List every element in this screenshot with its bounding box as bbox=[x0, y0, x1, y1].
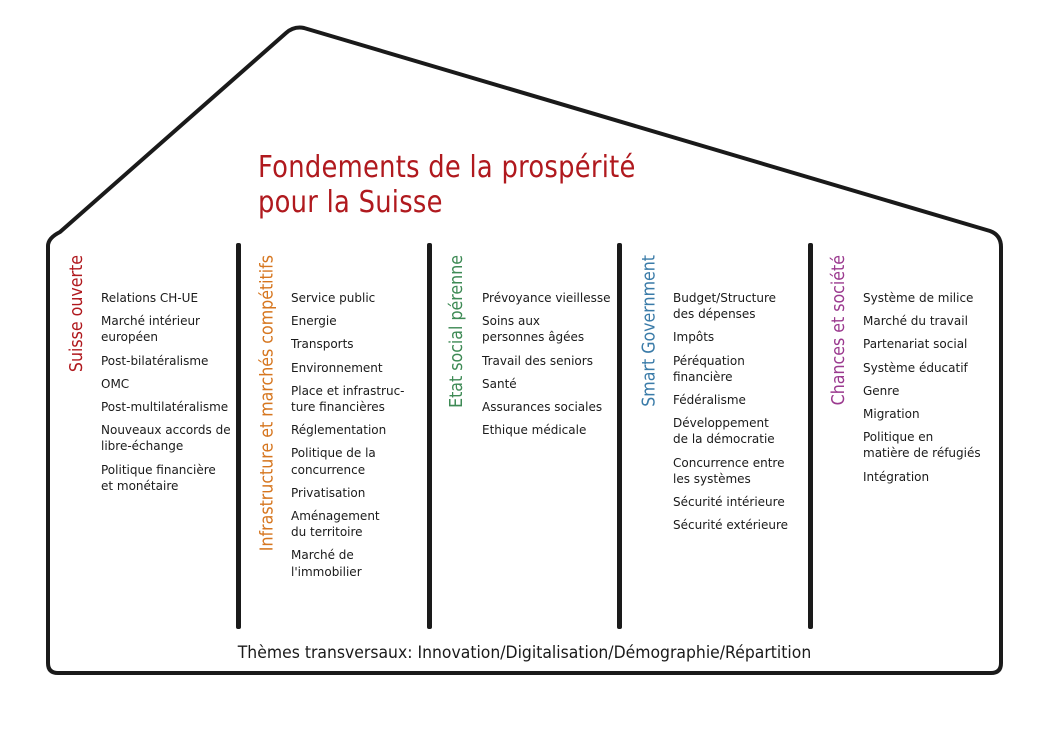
list-item bbox=[863, 406, 981, 422]
list-item bbox=[291, 290, 405, 306]
list-item-line: Privatisation bbox=[291, 485, 366, 500]
list-item-line: Santé bbox=[482, 376, 517, 391]
list-item-line: Système éducatif bbox=[863, 360, 968, 375]
list-item bbox=[291, 383, 405, 415]
list-item-line: Place et infrastruc- bbox=[291, 383, 405, 398]
column-title-text: Chances et société bbox=[828, 255, 849, 406]
title-line-2: pour la Suisse bbox=[258, 185, 443, 220]
title-line-1: Fondements de la prospérité bbox=[258, 150, 636, 185]
list-item bbox=[101, 462, 231, 494]
list-item-line: Développement bbox=[673, 416, 769, 431]
list-item bbox=[863, 290, 981, 306]
list-item bbox=[291, 445, 405, 477]
list-item-line: Environnement bbox=[291, 360, 383, 375]
list-item bbox=[482, 290, 610, 306]
pillar-divider bbox=[427, 243, 432, 629]
diagram-title bbox=[258, 150, 636, 220]
list-item bbox=[863, 360, 981, 376]
list-item-line: ture financières bbox=[291, 400, 385, 415]
list-item bbox=[291, 508, 405, 540]
list-item-line: Post-bilatéralisme bbox=[101, 353, 209, 368]
column-list-suisse-ouverte bbox=[101, 290, 231, 501]
list-item bbox=[482, 313, 610, 345]
pillar-divider bbox=[808, 243, 813, 629]
list-item-line: Nouveaux accords de bbox=[101, 423, 231, 438]
list-item-line: Post-multilatéralisme bbox=[101, 400, 229, 415]
list-item-line: Aménagement bbox=[291, 509, 380, 524]
list-item-line: concurrence bbox=[291, 462, 366, 477]
list-item bbox=[673, 353, 788, 385]
list-item-line: Prévoyance vieillesse bbox=[482, 291, 611, 305]
column-title-chances-societe bbox=[828, 255, 850, 595]
list-item-line: Migration bbox=[863, 407, 920, 422]
list-item-line: Péréquation bbox=[673, 353, 745, 368]
list-item bbox=[101, 422, 231, 454]
list-item bbox=[673, 517, 788, 533]
list-item-line: Service public bbox=[291, 291, 376, 305]
list-item bbox=[863, 313, 981, 329]
list-item bbox=[291, 313, 405, 329]
list-item bbox=[291, 360, 405, 376]
list-item bbox=[673, 329, 788, 345]
list-item bbox=[482, 376, 610, 392]
column-title-infrastructure bbox=[257, 255, 279, 595]
list-item bbox=[291, 547, 405, 579]
list-item-line: Soins aux bbox=[482, 314, 541, 329]
list-item-line: financière bbox=[673, 369, 733, 384]
column-list-infrastructure bbox=[291, 290, 405, 587]
list-item-line: et monétaire bbox=[101, 478, 179, 493]
column-title-text: Infrastructure et marchés compétitifs bbox=[257, 255, 278, 552]
list-item-line: européen bbox=[101, 330, 158, 345]
pillar-divider bbox=[617, 243, 622, 629]
list-item-line: Politique financière bbox=[101, 462, 216, 477]
list-item bbox=[863, 469, 981, 485]
list-item-line: l'immobilier bbox=[291, 564, 362, 579]
column-title-etat-social bbox=[446, 255, 468, 595]
list-item bbox=[673, 494, 788, 510]
column-title-text: Suisse ouverte bbox=[66, 255, 87, 373]
list-item-line: Sécurité intérieure bbox=[673, 495, 785, 510]
list-item bbox=[101, 353, 231, 369]
list-item-line: Budget/Structure bbox=[673, 291, 777, 305]
column-title-text: Etat social pérenne bbox=[446, 255, 467, 408]
list-item bbox=[673, 455, 788, 487]
list-item-line: matière de réfugiés bbox=[863, 446, 981, 461]
list-item-line: Marché de bbox=[291, 548, 354, 563]
list-item bbox=[673, 392, 788, 408]
list-item bbox=[863, 336, 981, 352]
list-item-line: Fédéralisme bbox=[673, 393, 746, 408]
list-item bbox=[101, 290, 231, 306]
list-item bbox=[863, 383, 981, 399]
list-item-line: Marché du travail bbox=[863, 314, 968, 329]
list-item-line: les systèmes bbox=[673, 471, 751, 486]
list-item-line: Relations CH-UE bbox=[101, 291, 199, 305]
pillar-divider bbox=[236, 243, 241, 629]
column-title-suisse-ouverte bbox=[66, 255, 88, 595]
list-item-line: Intégration bbox=[863, 469, 930, 484]
list-item bbox=[482, 422, 610, 438]
list-item bbox=[673, 415, 788, 447]
list-item-line: des dépenses bbox=[673, 307, 756, 322]
list-item bbox=[863, 429, 981, 461]
list-item bbox=[291, 336, 405, 352]
list-item bbox=[482, 399, 610, 415]
list-item-line: Partenariat social bbox=[863, 337, 968, 352]
column-title-text: Smart Government bbox=[638, 255, 659, 407]
list-item-line: Marché intérieur bbox=[101, 314, 200, 329]
list-item-line: Réglementation bbox=[291, 423, 387, 438]
list-item bbox=[482, 353, 610, 369]
list-item-line: libre-échange bbox=[101, 439, 184, 454]
list-item bbox=[673, 290, 788, 322]
column-list-etat-social bbox=[482, 290, 610, 445]
list-item-line: Concurrence entre bbox=[673, 455, 785, 470]
list-item-line: du territoire bbox=[291, 525, 363, 540]
list-item-line: de la démocratie bbox=[673, 432, 775, 447]
list-item bbox=[291, 422, 405, 438]
list-item bbox=[291, 485, 405, 501]
list-item bbox=[101, 376, 231, 392]
list-item-line: OMC bbox=[101, 376, 130, 391]
list-item-line: Politique de la bbox=[291, 446, 376, 461]
list-item-line: Genre bbox=[863, 383, 900, 398]
column-list-smart-government bbox=[673, 290, 788, 540]
list-item-line: Travail des seniors bbox=[482, 353, 593, 368]
list-item bbox=[101, 399, 231, 415]
list-item-line: Politique en bbox=[863, 430, 934, 445]
cross-cutting-themes: Thèmes transversaux: Innovation/Digitalisation/Démographie/Répartition bbox=[237, 643, 812, 663]
list-item-line: Transports bbox=[291, 337, 354, 352]
list-item-line: Impôts bbox=[673, 330, 715, 345]
column-list-chances-societe bbox=[863, 290, 981, 492]
list-item-line: personnes âgées bbox=[482, 330, 585, 345]
list-item-line: Energie bbox=[291, 314, 337, 329]
list-item bbox=[101, 313, 231, 345]
column-title-smart-government bbox=[638, 255, 660, 595]
list-item-line: Ethique médicale bbox=[482, 423, 587, 438]
list-item-line: Sécurité extérieure bbox=[673, 518, 789, 533]
list-item-line: Système de milice bbox=[863, 291, 974, 305]
list-item-line: Assurances sociales bbox=[482, 400, 603, 415]
